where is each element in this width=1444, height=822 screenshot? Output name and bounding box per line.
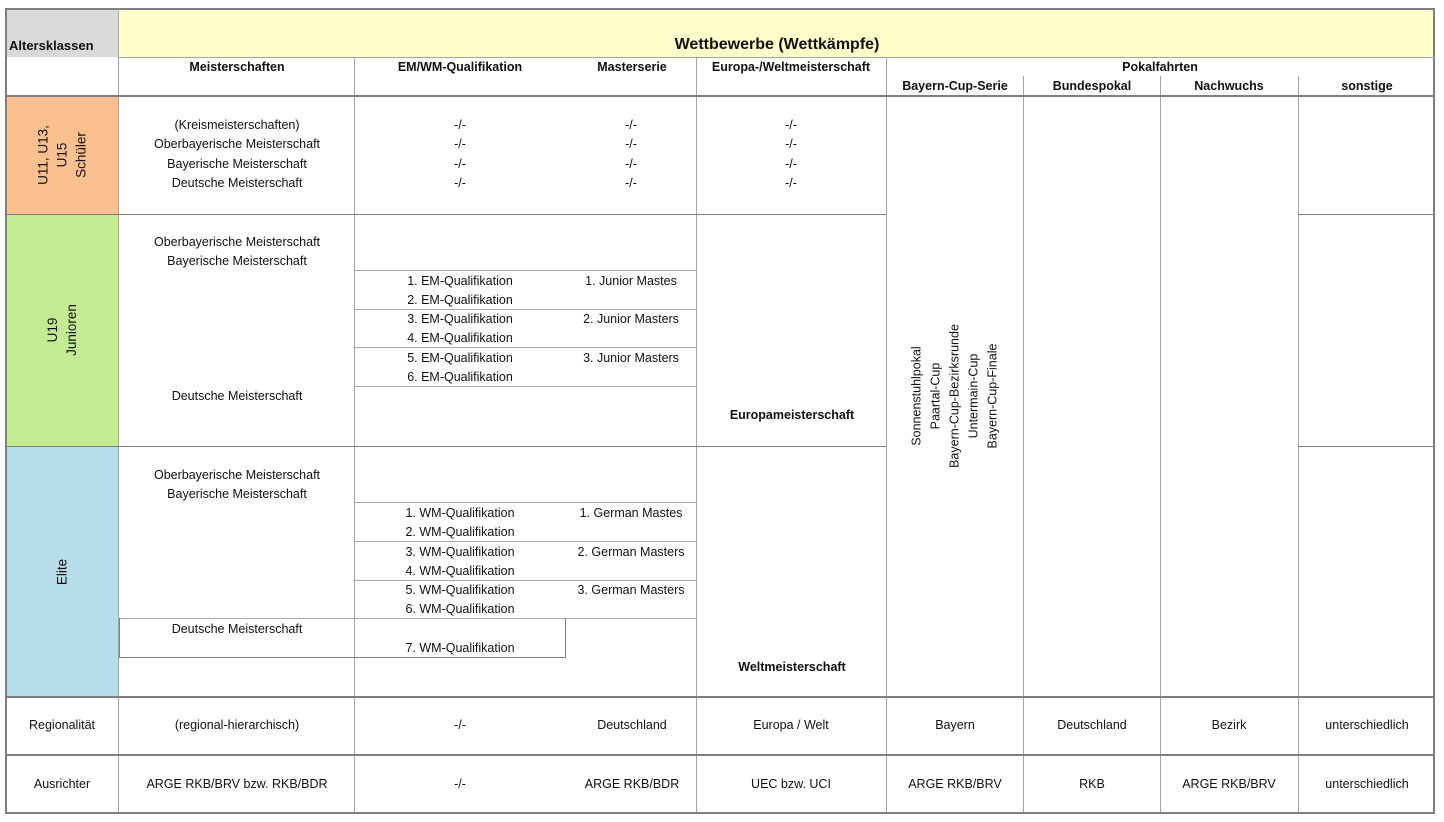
col-header-masterserie: Masterserie (597, 60, 667, 74)
col-header-bayern-cup: Bayern-Cup-Serie (902, 79, 1008, 93)
regionalitaet-master: Deutschland (597, 718, 667, 732)
junioren-quali-2: 3. EM-Qualifikation (407, 312, 513, 326)
regionalitaet-meister: (regional-hierarchisch) (174, 718, 300, 732)
regionalitaet-bundespokal: Deutschland (1057, 718, 1127, 732)
junioren-master-1: 2. Junior Masters (583, 312, 679, 326)
ausrichter-meister: ARGE RKB/BRV bzw. RKB/BDR (146, 777, 328, 791)
schueler-emwm-3: -/- (454, 176, 466, 190)
pokalfahrten-header: Pokalfahrten (1122, 60, 1198, 74)
ausrichter-nachwuchs: ARGE RKB/BRV (1182, 777, 1276, 791)
junioren-label: U19 Junioren (45, 304, 79, 356)
schueler-meister-3: Deutsche Meisterschaft (171, 176, 303, 190)
schueler-emwm-0: -/- (454, 118, 466, 132)
ausrichter-label: Ausrichter (33, 777, 91, 791)
elite-master-1: 2. German Masters (577, 545, 685, 559)
elite-label: Elite (54, 558, 70, 586)
elite-quali-4: 5. WM-Qualifikation (405, 583, 515, 597)
junioren-master-2: 3. Junior Masters (583, 351, 679, 365)
elite-master-0: 1. German Mastes (579, 506, 683, 520)
regionalitaet-europa: Europa / Welt (753, 718, 829, 732)
ausrichter-bayern: ARGE RKB/BRV (908, 777, 1002, 791)
elite-quali-0: 1. WM-Qualifikation (405, 506, 515, 520)
elite-quali-1: 2. WM-Qualifikation (405, 525, 515, 539)
junioren-meister-1: Bayerische Meisterschaft (167, 254, 307, 268)
junioren-quali-5: 6. EM-Qualifikation (407, 370, 513, 384)
junioren-quali-4: 5. EM-Qualifikation (407, 351, 513, 365)
col-header-bundespokal: Bundespokal (1052, 79, 1132, 93)
schueler-europa-1: -/- (785, 137, 797, 151)
regionalitaet-nachwuchs: Bezirk (1211, 718, 1247, 732)
ausrichter-emwm: -/- (454, 777, 466, 791)
schueler-meister-2: Bayerische Meisterschaft (167, 157, 307, 171)
elite-quali-2: 3. WM-Qualifikation (405, 545, 515, 559)
col-header-europa: Europa-/Weltmeisterschaft (711, 60, 871, 74)
schueler-master-0: -/- (625, 118, 637, 132)
schueler-emwm-1: -/- (454, 137, 466, 151)
junioren-meister-deutsche: Deutsche Meisterschaft (171, 389, 303, 403)
junioren-master-0: 1. Junior Mastes (585, 274, 677, 288)
elite-meister-0: Oberbayerische Meisterschaft (153, 468, 321, 482)
elite-meister-1: Bayerische Meisterschaft (167, 487, 307, 501)
junioren-quali-3: 4. EM-Qualifikation (407, 331, 513, 345)
col-header-nachwuchs: Nachwuchs (1194, 79, 1264, 93)
elite-weltmeisterschaft: Weltmeisterschaft (738, 660, 846, 674)
schueler-emwm-2: -/- (454, 157, 466, 171)
schueler-label: U11, U13, U15 Schüler (35, 125, 89, 185)
ausrichter-master: ARGE RKB/BDR (584, 777, 680, 791)
regionalitaet-bayern: Bayern (935, 718, 975, 732)
elite-master-2: 3. German Masters (577, 583, 685, 597)
bayern-cup-events: Sonnenstuhlpokal Paartal-Cup Bayern-Cup-Bezirksrunde Untermain-Cup Bayern-Cup-Finale (909, 324, 1000, 468)
elite-quali-6: 7. WM-Qualifikation (405, 641, 515, 655)
schueler-master-1: -/- (625, 137, 637, 151)
elite-quali-3: 4. WM-Qualifikation (405, 564, 515, 578)
col-header-sonstige: sonstige (1341, 79, 1393, 93)
regionalitaet-sonstige: unterschiedlich (1325, 718, 1409, 732)
schueler-master-2: -/- (625, 157, 637, 171)
ausrichter-bundespokal: RKB (1079, 777, 1105, 791)
ausrichter-europa: UEC bzw. UCI (751, 777, 831, 791)
schueler-europa-0: -/- (785, 118, 797, 132)
ausrichter-sonstige: unterschiedlich (1325, 777, 1409, 791)
schueler-europa-3: -/- (785, 176, 797, 190)
schueler-europa-2: -/- (785, 157, 797, 171)
elite-quali-5: 6. WM-Qualifikation (405, 602, 515, 616)
junioren-meister-0: Oberbayerische Meisterschaft (153, 235, 321, 249)
col-header-emwm: EM/WM-Qualifikation (397, 60, 523, 74)
regionalitaet-emwm: -/- (454, 718, 466, 732)
schueler-meister-1: Oberbayerische Meisterschaft (153, 137, 321, 151)
junioren-quali-1: 2. EM-Qualifikation (407, 293, 513, 307)
schueler-master-3: -/- (625, 176, 637, 190)
junioren-europameisterschaft: Europameisterschaft (729, 408, 855, 422)
elite-meister-deutsche: Deutsche Meisterschaft (171, 622, 303, 636)
col-header-meisterschaften: Meisterschaften (189, 60, 285, 74)
junioren-quali-0: 1. EM-Qualifikation (407, 274, 513, 288)
regionalitaet-label: Regionalität (28, 718, 96, 732)
altersklassen-header: Altersklassen (9, 38, 94, 53)
wettbewerbe-header: Wettbewerbe (Wettkämpfe) (674, 36, 880, 53)
schueler-meister-0: (Kreismeisterschaften) (174, 118, 300, 132)
